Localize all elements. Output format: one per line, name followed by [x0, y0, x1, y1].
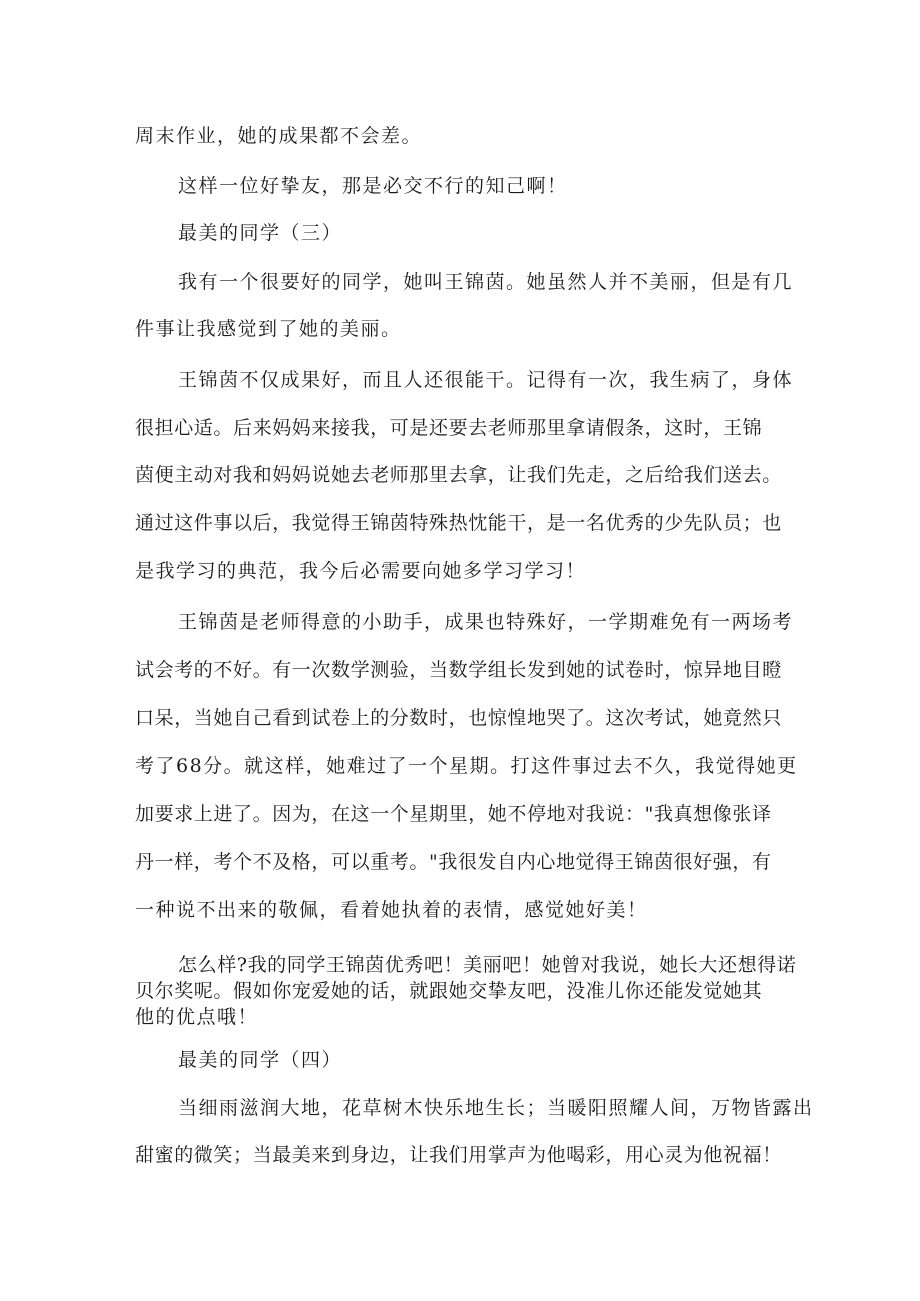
section-heading: 最美的同学（三）	[178, 222, 343, 244]
paragraph-line: 丹一样，考个不及格，可以重考。"我很发自内心地觉得王锦茵很好强，有	[135, 851, 772, 873]
paragraph-line: 怎么样?我的同学王锦茵优秀吧！美丽吧！她曾对我说，她长大还想得诺	[178, 954, 797, 976]
paragraph-line: 试会考的不好。有一次数学测验，当数学组长发到她的试卷时，惊异地目瞪	[135, 659, 782, 681]
paragraph-line: 这样一位好挚友，那是必交不行的知己啊！	[178, 175, 568, 197]
paragraph-line: 周末作业，她的成果都不会差。	[135, 125, 423, 147]
paragraph-line: 他的优点哦！	[135, 1006, 259, 1028]
paragraph-line: 甜蜜的微笑；当最美来到身边，让我们用掌声为他喝彩，用心灵为他祝福！	[135, 1144, 782, 1166]
paragraph-line: 一种说不出来的敬佩，看着她执着的表情，感觉她好美！	[135, 899, 648, 921]
paragraph-line: 是我学习的典范，我今后必需要向她多学习学习！	[135, 560, 587, 582]
paragraph-line: 茵便主动对我和妈妈说她去老师那里去拿，让我们先走，之后给我们送去。	[135, 464, 782, 486]
paragraph-line: 加要求上进了。因为，在这一个星期里，她不停地对我说："我真想像张译	[135, 803, 772, 825]
paragraph-line: 当细雨滋润大地，花草树木快乐地生长；当暖阳照耀人间，万物皆露出	[178, 1097, 814, 1119]
paragraph-line: 王锦茵不仅成果好，而且人还很能干。记得有一次，我生病了，身体	[178, 369, 794, 391]
paragraph-line: 王锦茵是老师得意的小助手，成果也特殊好，一学期难免有一两场考	[178, 611, 794, 633]
paragraph-line: 通过这件事以后，我觉得王锦茵特殊热忱能干，是一名优秀的少先队员；也	[135, 512, 782, 534]
paragraph-line: 口呆，当她自己看到试卷上的分数时，也惊惶地哭了。这次考试，她竟然只	[135, 707, 782, 729]
paragraph-line: 很担心适。后来妈妈来接我，可是还要去老师那里拿请假条，这时，王锦	[135, 417, 763, 439]
paragraph-line: 考了68分。就这样，她难过了一个星期。打这件事过去不久，我觉得她更	[135, 755, 798, 777]
paragraph-line: 贝尔奖呢。假如你宠爱她的话，就跟她交挚友吧，没准儿你还能发觉她其	[135, 980, 763, 1002]
section-heading: 最美的同学（四）	[178, 1049, 343, 1071]
paragraph-line: 件事让我感觉到了她的美丽。	[135, 318, 402, 340]
paragraph-line: 我有一个很要好的同学，她叫王锦茵。她虽然人并不美丽，但是有几	[178, 271, 794, 293]
